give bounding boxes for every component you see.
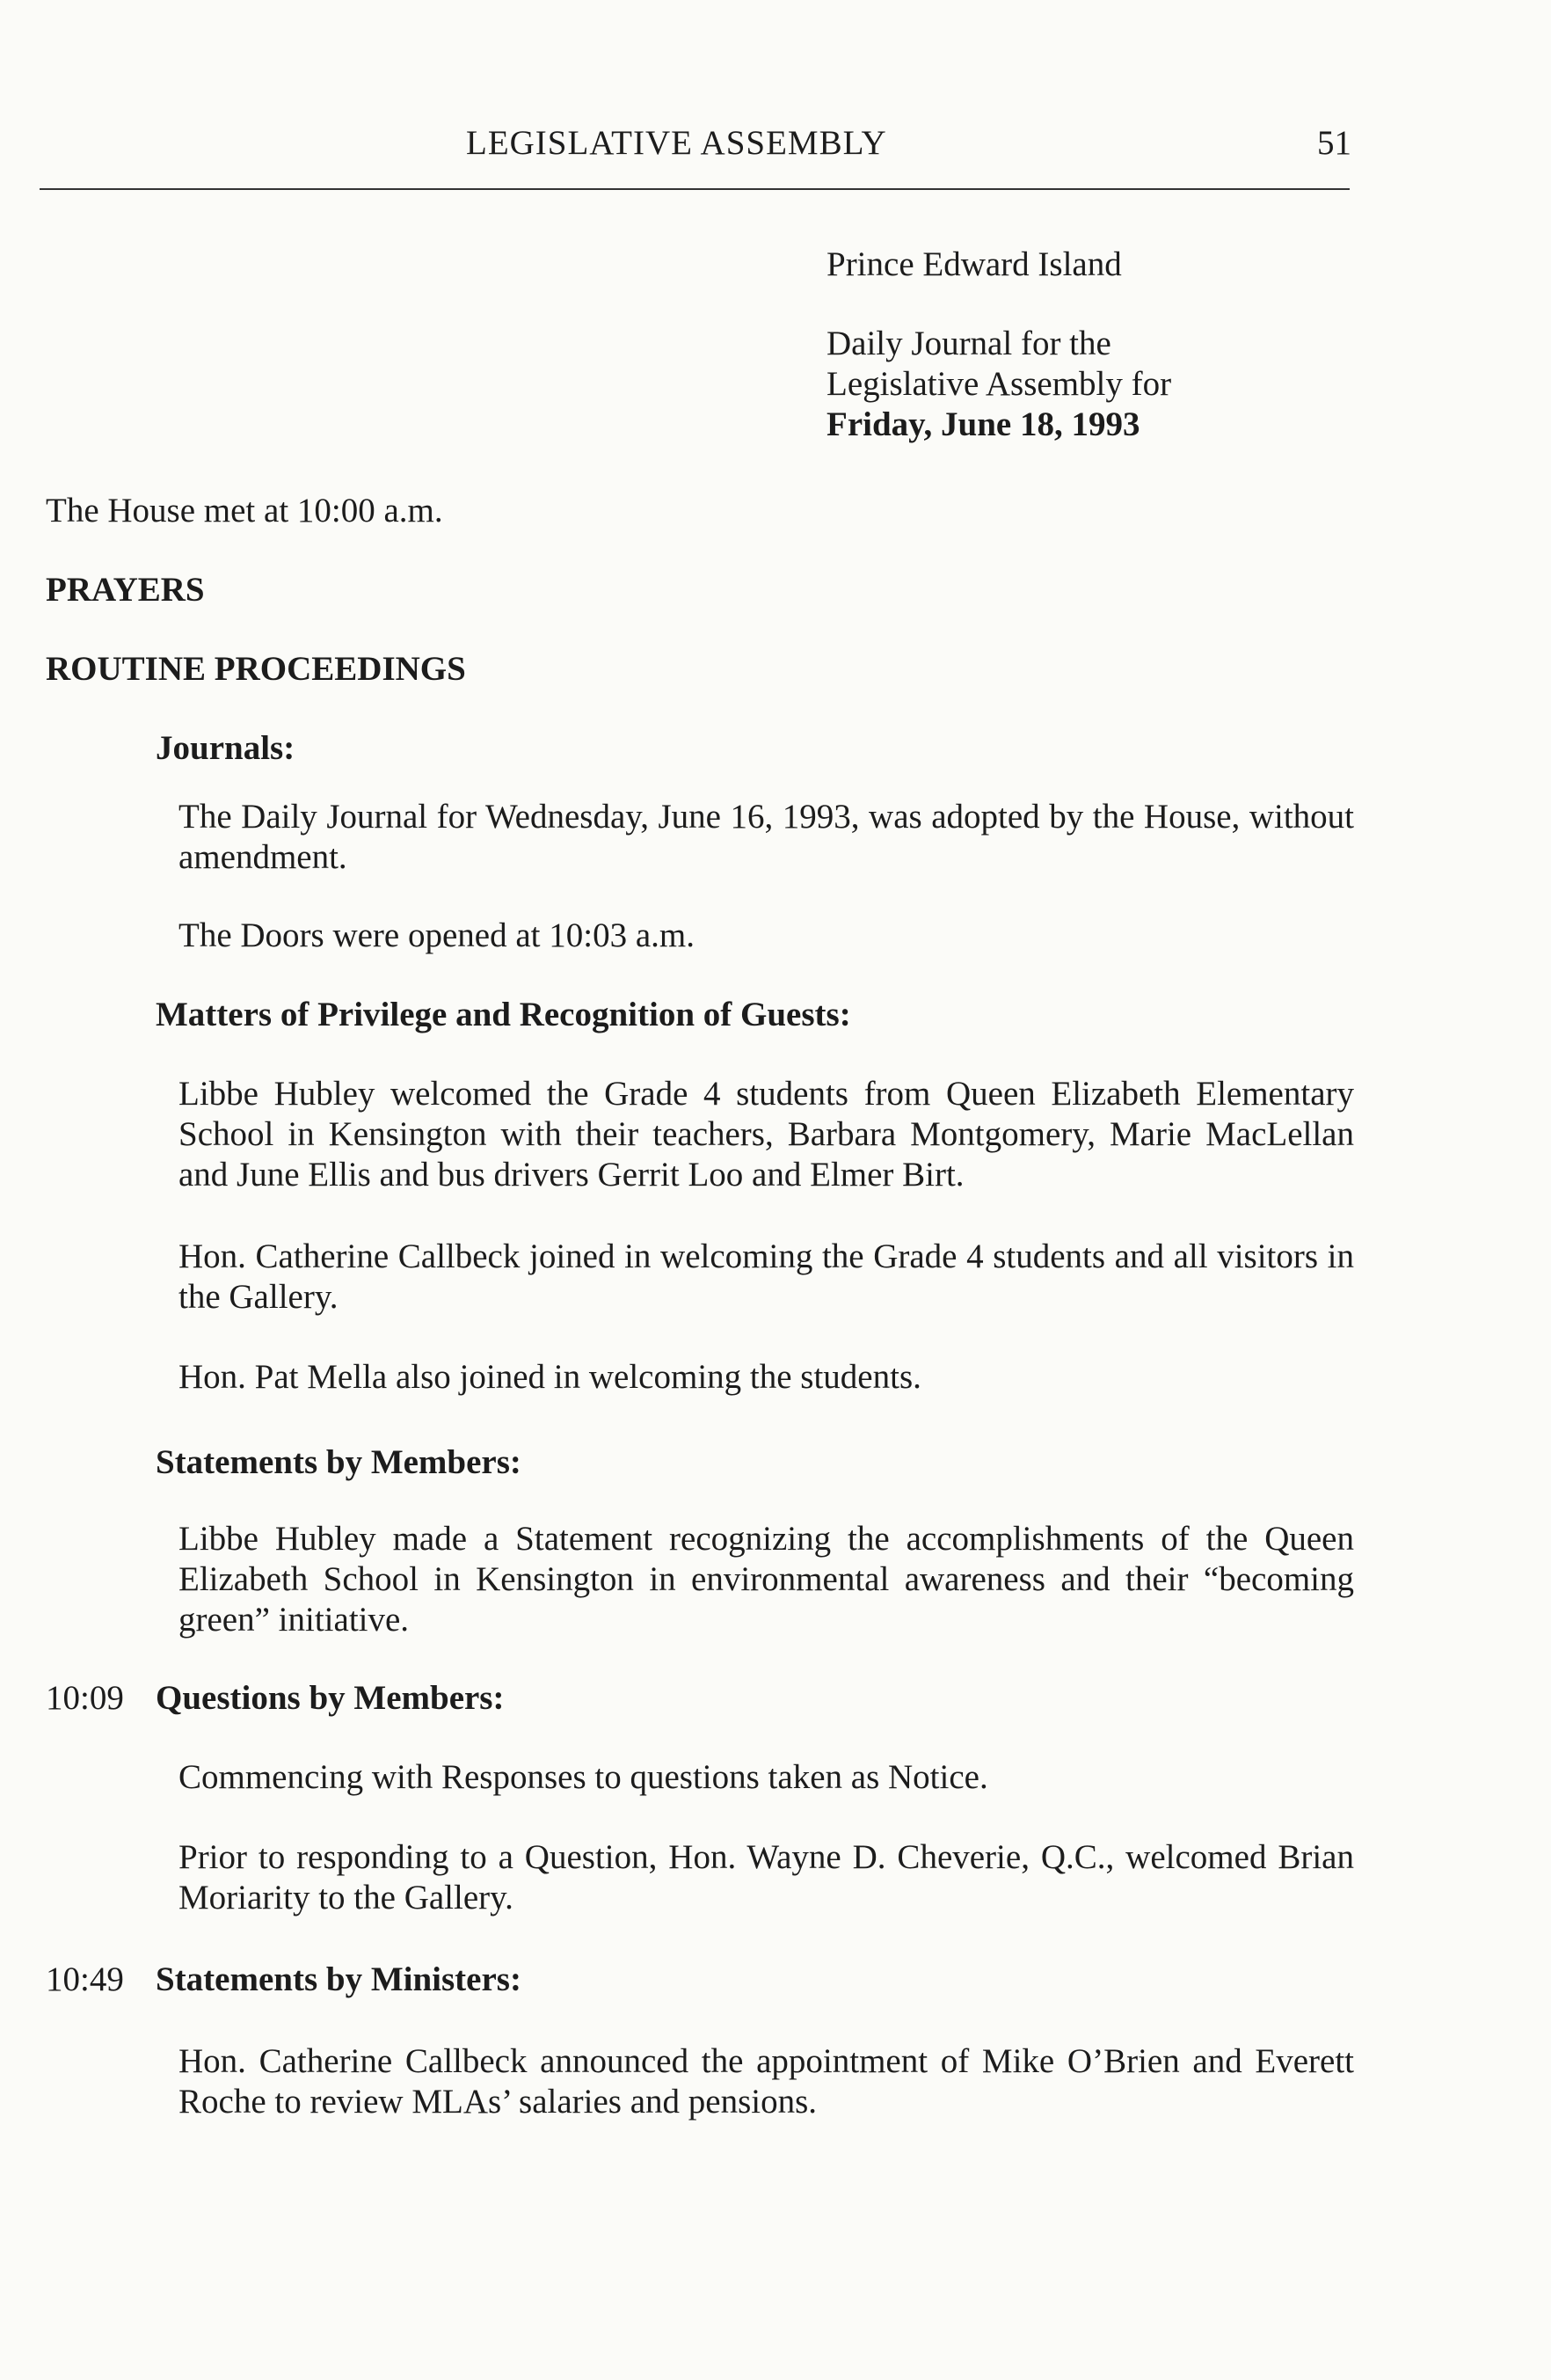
statements-members-para-1: Libbe Hubley made a Statement recognizing the accomplishments of the Queen Elizabeth School in Kensington in environmental awareness and their “becoming green” initiative. xyxy=(178,1520,1354,1639)
journals-heading: Journals: xyxy=(156,729,295,767)
prayers-heading: PRAYERS xyxy=(46,571,205,609)
privilege-para-1: Libbe Hubley welcomed the Grade 4 students from Queen Elizabeth Elementary School in Kensington with their teachers, Barbara Montgomery, Marie MacLellan and June Ellis and bus drivers Gerrit Loo and Elmer Birt. xyxy=(178,1075,1354,1194)
header-rule xyxy=(40,188,1350,190)
masthead-date: Friday, June 18, 1993 xyxy=(826,405,1140,443)
masthead-province: Prince Edward Island xyxy=(826,245,1122,283)
privilege-para-3: Hon. Pat Mella also joined in welcoming the students. xyxy=(178,1358,921,1396)
questions-para-1: Commencing with Responses to questions taken as Notice. xyxy=(178,1758,988,1796)
page-number: 51 xyxy=(1317,124,1351,162)
statements-ministers-heading: Statements by Ministers: xyxy=(156,1960,521,1998)
statements-members-heading: Statements by Members: xyxy=(156,1443,521,1481)
privilege-heading: Matters of Privilege and Recognition of Guests: xyxy=(156,996,851,1033)
running-header xyxy=(0,123,1551,176)
journals-para-1: The Daily Journal for Wednesday, June 16, 1993, was adopted by the House, without amendment. xyxy=(178,798,1354,876)
running-title: LEGISLATIVE ASSEMBLY xyxy=(466,124,887,162)
journals-para-2: The Doors were opened at 10:03 a.m. xyxy=(178,916,695,954)
masthead-line2: Legislative Assembly for xyxy=(826,365,1172,403)
questions-time: 10:09 xyxy=(46,1679,124,1717)
statements-ministers-para-1: Hon. Catherine Callbeck announced the appointment of Mike O’Brien and Everett Roche to review MLAs’ salaries and pensions. xyxy=(178,2042,1354,2121)
masthead xyxy=(826,245,1171,445)
opening-line: The House met at 10:00 a.m. xyxy=(46,492,443,529)
questions-para-2: Prior to responding to a Question, Hon. Wayne D. Cheverie, Q.C., welcomed Brian Moriarity to the Gallery. xyxy=(178,1838,1354,1916)
routine-heading: ROUTINE PROCEEDINGS xyxy=(46,650,466,688)
masthead-line1: Daily Journal for the xyxy=(826,325,1111,362)
ministers-time: 10:49 xyxy=(46,1960,124,1998)
privilege-para-2: Hon. Catherine Callbeck joined in welcoming the Grade 4 students and all visitors in the Gallery. xyxy=(178,1237,1354,1316)
questions-heading: Questions by Members: xyxy=(156,1679,505,1717)
